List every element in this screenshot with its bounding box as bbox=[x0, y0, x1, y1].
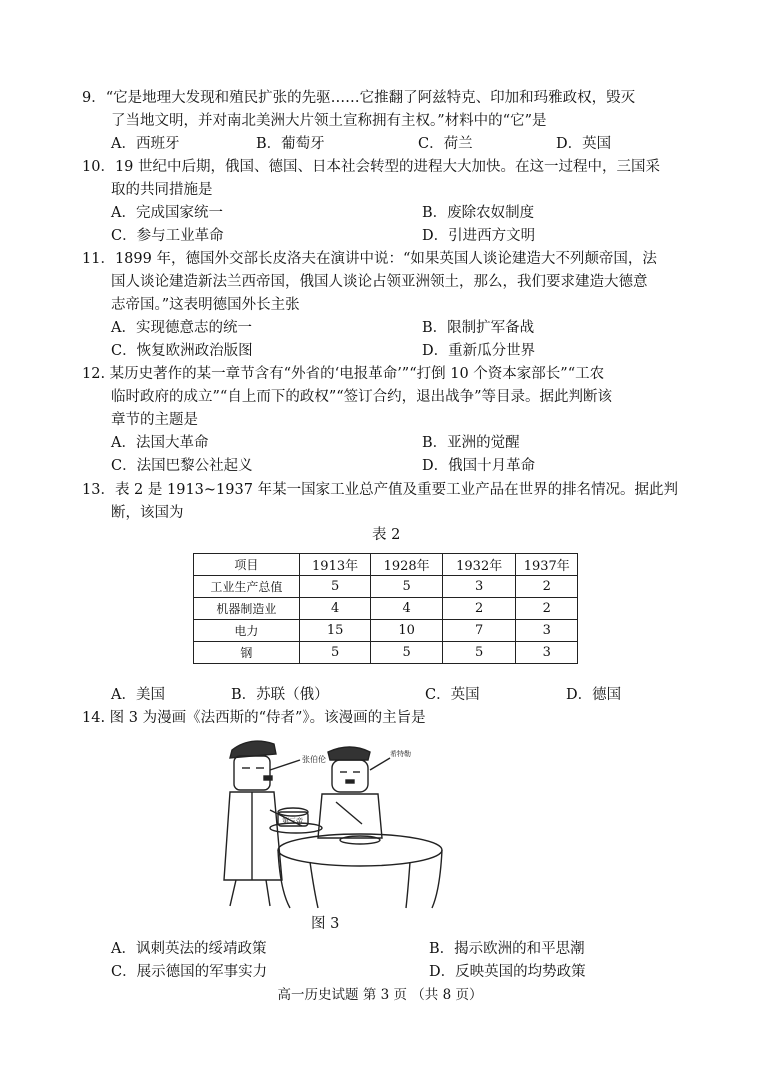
table-cell: 2 bbox=[442, 598, 516, 620]
cartoon-figure bbox=[210, 730, 450, 910]
q13-option-b: B．苏联（俄） bbox=[231, 687, 329, 703]
table-cell: 5 bbox=[371, 642, 443, 664]
q11-line3: 志帝国。”这表明德国外长主张 bbox=[111, 297, 300, 313]
q11-option-b: B．限制扩军备战 bbox=[422, 320, 535, 336]
q10-option-d: D．引进西方文明 bbox=[422, 228, 536, 244]
table-row bbox=[194, 598, 578, 620]
q10-line1: 10．19 世纪中后期，俄国、德国、日本社会转型的进程大大加快。在这一过程中，三国采 bbox=[82, 159, 661, 175]
q12-line2: 临时政府的成立”“自上而下的政权”“签订合约，退出战争”等目录。据此判断该 bbox=[111, 389, 613, 405]
cartoon-label-left: 张伯伦 bbox=[302, 755, 326, 764]
table-cell: 5 bbox=[442, 642, 516, 664]
q14-option-b: B．揭示欧洲的和平思潮 bbox=[429, 941, 585, 957]
q10-option-b: B．废除农奴制度 bbox=[422, 205, 535, 221]
table-header-cell: 项目 bbox=[194, 554, 300, 576]
q14-option-c: C．展示德国的军事实力 bbox=[111, 964, 268, 980]
q11-option-a: A．实现德意志的统一 bbox=[111, 320, 252, 336]
table-cell: 3 bbox=[442, 576, 516, 598]
table-cell: 7 bbox=[442, 620, 516, 642]
q10-line2: 取的共同措施是 bbox=[111, 182, 213, 198]
q13-option-d: D．德国 bbox=[566, 687, 622, 703]
table-cell: 3 bbox=[516, 620, 578, 642]
figure-caption: 图 3 bbox=[311, 916, 340, 932]
q12-option-b: B．亚洲的觉醒 bbox=[422, 435, 520, 451]
table-row bbox=[194, 642, 578, 664]
table-cell: 电力 bbox=[194, 620, 300, 642]
q12-line3: 章节的主题是 bbox=[111, 412, 198, 428]
table-header-cell: 1928年 bbox=[371, 554, 443, 576]
table-cell: 2 bbox=[516, 598, 578, 620]
q9-option-c: C．荷兰 bbox=[418, 136, 473, 152]
q9-option-d: D．英国 bbox=[556, 136, 612, 152]
table-cell: 15 bbox=[299, 620, 371, 642]
q12-line1: 12. 某历史著作的某一章节含有“外省的‘电报革命’”“打倒 10 个资本家部长”“工农 bbox=[82, 366, 605, 382]
table-cell: 3 bbox=[516, 642, 578, 664]
table-header-row bbox=[194, 554, 578, 576]
q14-option-d: D．反映英国的均势政策 bbox=[429, 964, 586, 980]
q11-option-c: C．恢复欧洲政治版图 bbox=[111, 343, 253, 359]
table-row bbox=[194, 576, 578, 598]
q9-option-b: B．葡萄牙 bbox=[256, 136, 325, 152]
q10-option-c: C．参与工业革命 bbox=[111, 228, 224, 244]
table-cell: 机器制造业 bbox=[194, 598, 300, 620]
table-header-cell: 1937年 bbox=[516, 554, 578, 576]
q14-line1: 14. 图 3 为漫画《法西斯的“侍者”》。该漫画的主旨是 bbox=[82, 710, 426, 726]
table-cell: 5 bbox=[299, 576, 371, 598]
table-cell: 10 bbox=[371, 620, 443, 642]
q13-line2: 断，该国为 bbox=[111, 505, 184, 521]
q13-option-a: A．美国 bbox=[111, 687, 165, 703]
table-cell: 5 bbox=[371, 576, 443, 598]
table-2 bbox=[193, 553, 578, 664]
table-cell: 4 bbox=[299, 598, 371, 620]
table-cell: 2 bbox=[516, 576, 578, 598]
table-cell: 钢 bbox=[194, 642, 300, 664]
q13-line1: 13．表 2 是 1913~1937 年某一国家工业总产值及重要工业产品在世界的排名情况。据此判 bbox=[82, 482, 679, 498]
page-footer: 高一历史试题 第 3 页 （共 8 页） bbox=[277, 987, 483, 1003]
table-caption: 表 2 bbox=[372, 527, 401, 543]
q10-option-a: A．完成国家统一 bbox=[111, 205, 223, 221]
cartoon-label-right: 希特勒 bbox=[390, 750, 411, 758]
table-row bbox=[194, 620, 578, 642]
q12-option-c: C．法国巴黎公社起义 bbox=[111, 458, 253, 474]
q12-option-a: A．法国大革命 bbox=[111, 435, 209, 451]
q13-option-c: C．英国 bbox=[425, 687, 480, 703]
q11-line1: 11．1899 年，德国外交部长皮洛夫在演讲中说：“如果英国人谈论建造大不列颠帝国，法 bbox=[82, 251, 657, 267]
q14-option-a: A．讽刺英法的绥靖政策 bbox=[111, 941, 267, 957]
q12-option-d: D．俄国十月革命 bbox=[422, 458, 536, 474]
q11-line2: 国人谈论建造新法兰西帝国，俄国人谈论占领亚洲领土，那么，我们要求建造大德意 bbox=[111, 274, 648, 290]
q9-line2: 了当地文明，并对南北美洲大片领土宣称拥有主权。”材料中的“它”是 bbox=[111, 113, 547, 129]
table-cell: 工业生产总值 bbox=[194, 576, 300, 598]
q9-line1: 9．“它是地理大发现和殖民扩张的先驱……它推翻了阿兹特克、印加和玛雅政权，毁灭 bbox=[82, 90, 636, 106]
q11-option-d: D．重新瓜分世界 bbox=[422, 343, 536, 359]
table-cell: 4 bbox=[371, 598, 443, 620]
table-header-cell: 1913年 bbox=[299, 554, 371, 576]
q9-option-a: A．西班牙 bbox=[111, 136, 180, 152]
cartoon-cake-label: 第三帝 bbox=[282, 817, 303, 825]
table-cell: 5 bbox=[299, 642, 371, 664]
table-header-cell: 1932年 bbox=[442, 554, 516, 576]
